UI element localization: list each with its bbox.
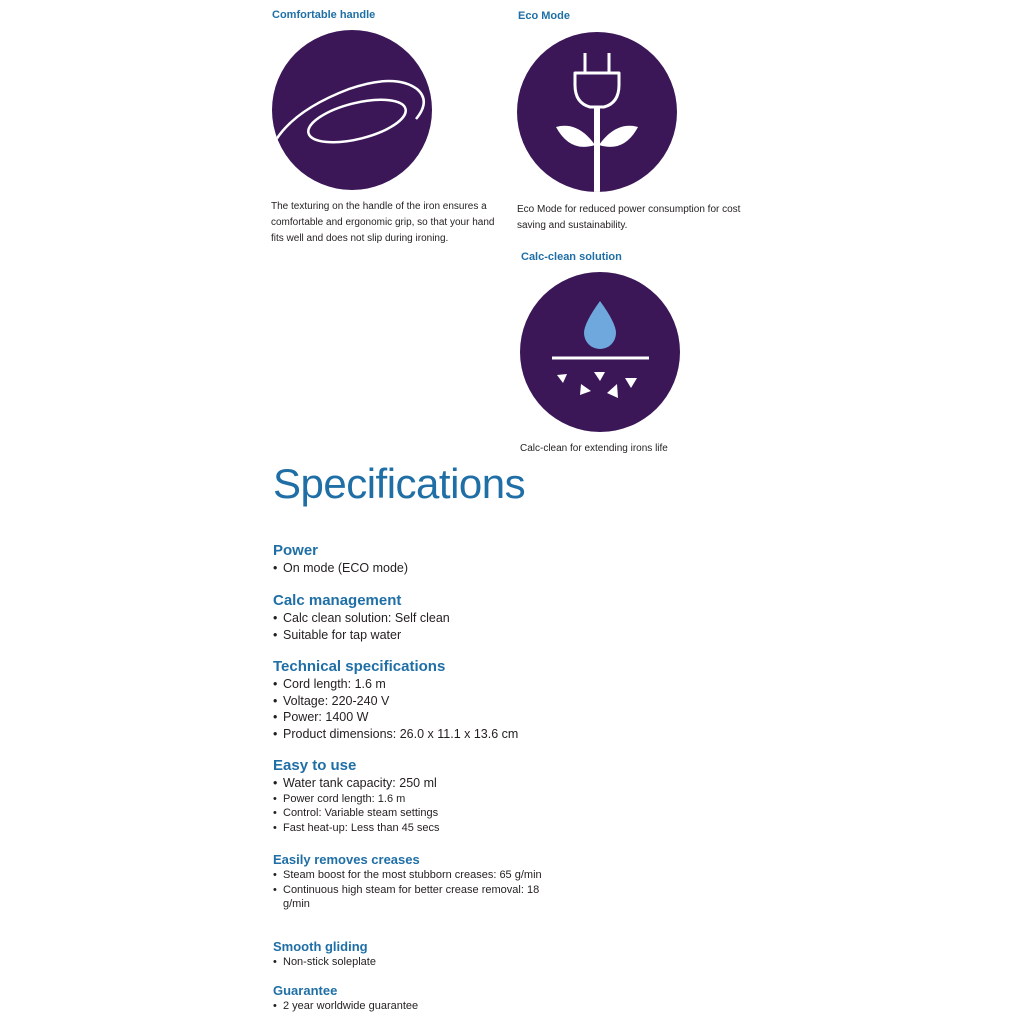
feature-desc-eco-mode: Eco Mode for reduced power consumption for cost saving and sustainability. (517, 204, 741, 231)
spec-section-easily-removes-creases (273, 852, 563, 912)
spec-item: • Suitable for tap water (273, 627, 563, 644)
spec-section-title: Power (273, 542, 319, 559)
spec-list (273, 560, 563, 577)
spec-item: • Non-stick soleplate (273, 955, 563, 970)
spec-item: • Product dimensions: 26.0 x 11.1 x 13.6 cm (273, 726, 563, 743)
spec-item: • On mode (ECO mode) (273, 560, 563, 577)
feature-title-calc-clean: Calc-clean solution (521, 251, 622, 263)
spec-item: • Cord length: 1.6 m (273, 676, 563, 693)
eco-plug-icon (516, 31, 678, 193)
spec-list (273, 868, 563, 912)
spec-section-power (273, 542, 563, 577)
spec-section-title: Smooth gliding (273, 939, 368, 954)
spec-list (273, 676, 563, 742)
spec-item: • Water tank capacity: 250 ml (273, 775, 563, 792)
calc-clean-icon (519, 271, 681, 433)
spec-list (273, 610, 563, 643)
spec-item: • Calc clean solution: Self clean (273, 610, 563, 627)
spec-section-title: Calc management (273, 592, 402, 609)
spec-item: • Steam boost for the most stubborn creases: 65 g/min (273, 868, 563, 883)
spec-item: • Power: 1400 W (273, 709, 563, 726)
spec-section-title: Guarantee (273, 983, 338, 998)
spec-item: • Fast heat-up: Less than 45 secs (273, 821, 563, 836)
spec-section-technical (273, 658, 563, 742)
spec-section-calc-management (273, 592, 563, 643)
spec-list (273, 999, 563, 1014)
feature-title-comfortable-handle: Comfortable handle (272, 9, 376, 21)
spec-item: • Power cord length: 1.6 m (273, 792, 563, 807)
feature-title-eco-mode: Eco Mode (518, 10, 570, 22)
feature-desc-calc-clean: Calc-clean for extending irons life (520, 443, 668, 454)
spec-item: • Continuous high steam for better crease removal: 18 g/min (273, 883, 563, 912)
spec-section-title: Easily removes creases (273, 852, 420, 867)
spec-section-guarantee (273, 983, 563, 1014)
spec-section-easy-to-use (273, 757, 563, 835)
spec-item: • Voltage: 220-240 V (273, 693, 563, 710)
spec-section-title: Easy to use (273, 757, 357, 774)
feature-desc-comfortable-handle: The texturing on the handle of the iron ensures a comfortable and ergonomic grip, so that your hand fits well and does not slip during ironing. (271, 201, 495, 244)
handle-icon (271, 29, 433, 191)
spec-list (273, 775, 563, 835)
specifications-heading: Specifications (273, 460, 526, 507)
spec-item: • 2 year worldwide guarantee (273, 999, 563, 1014)
spec-section-smooth-gliding (273, 939, 563, 970)
spec-section-title: Technical specifications (273, 658, 446, 675)
spec-item: • Control: Variable steam settings (273, 806, 563, 821)
spec-list (273, 955, 563, 970)
